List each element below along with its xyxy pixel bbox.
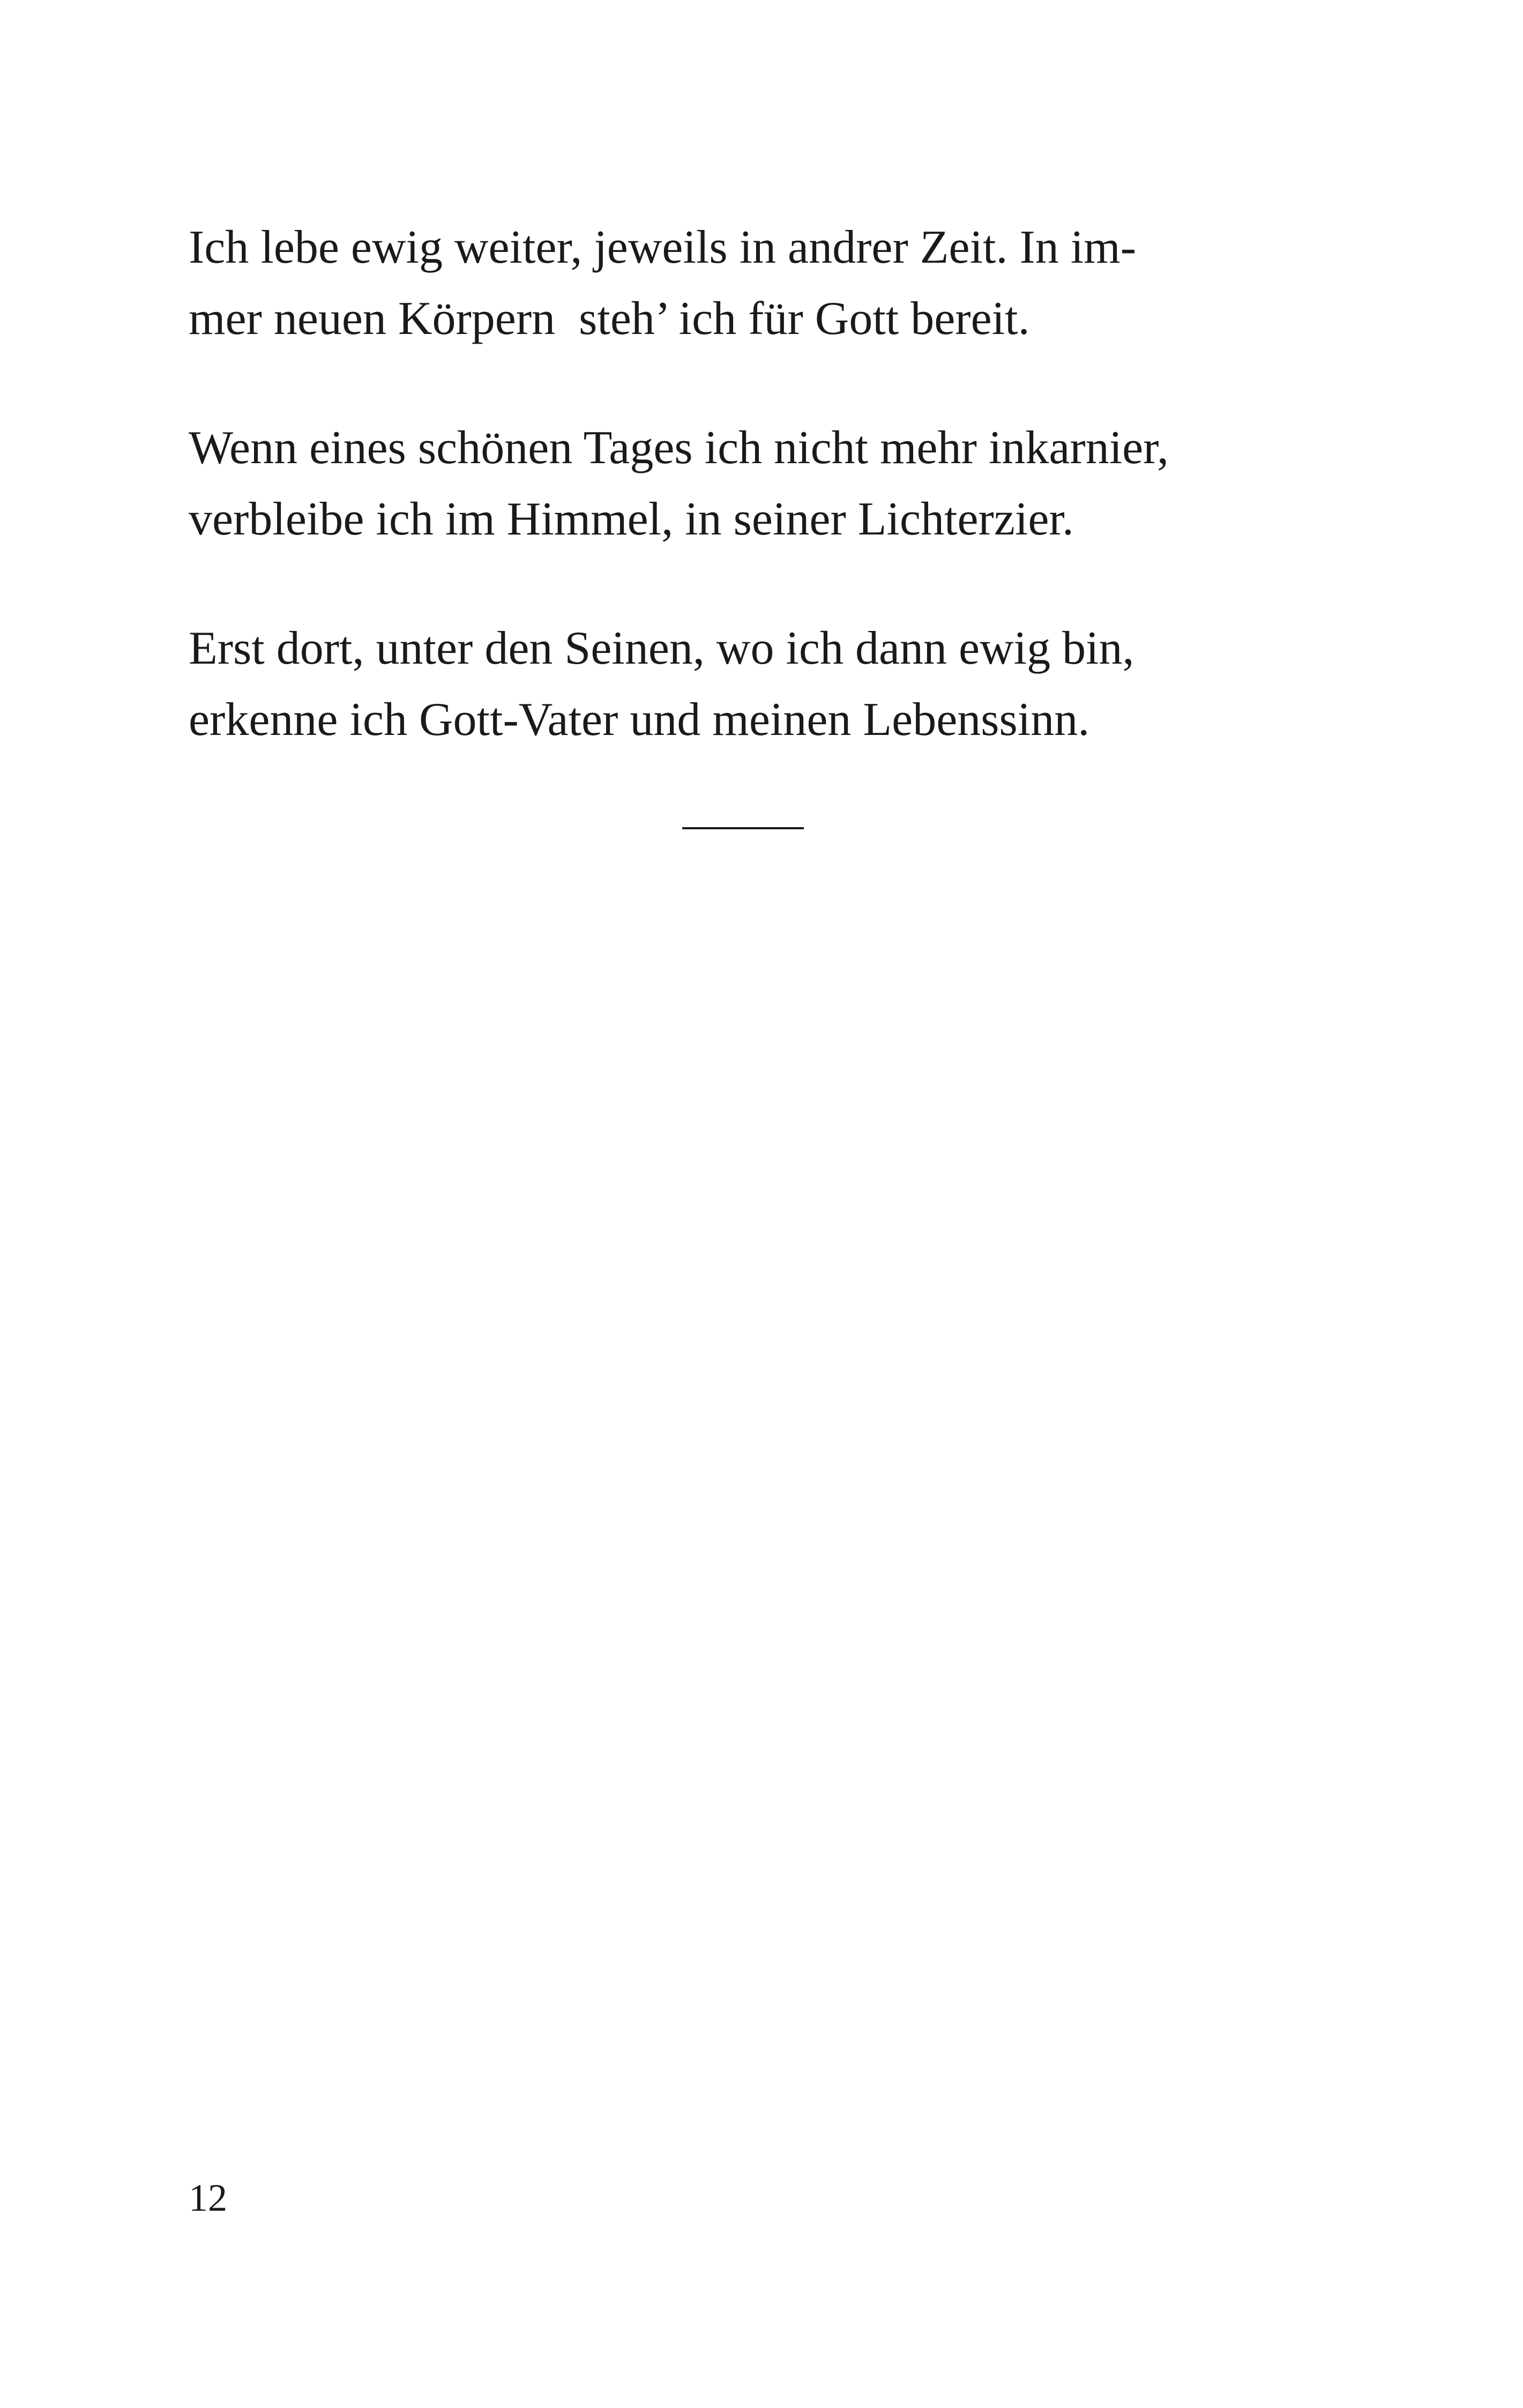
poem-line: erkenne ich Gott-Vater und meinen Lebenssinn.	[189, 694, 1090, 746]
poem-line: mer neuen Körpern steh’ ich für Gott bereit.	[189, 293, 1030, 345]
stanza-2	[189, 412, 1341, 555]
end-separator-rule	[682, 827, 804, 829]
poem-text	[189, 212, 1341, 813]
stanza-3	[189, 613, 1341, 755]
poem-line: Erst dort, unter den Seinen, wo ich dann ewig bin,	[189, 622, 1134, 674]
poem-line: verbleibe ich im Himmel, in seiner Lichterzier.	[189, 493, 1074, 545]
page-number: 12	[189, 2176, 227, 2219]
poem-line: Ich lebe ewig weiter, jeweils in andrer Zeit. In im-	[189, 221, 1136, 273]
poem-line: Wenn eines schönen Tages ich nicht mehr inkarnier,	[189, 422, 1169, 474]
stanza-1	[189, 212, 1341, 354]
